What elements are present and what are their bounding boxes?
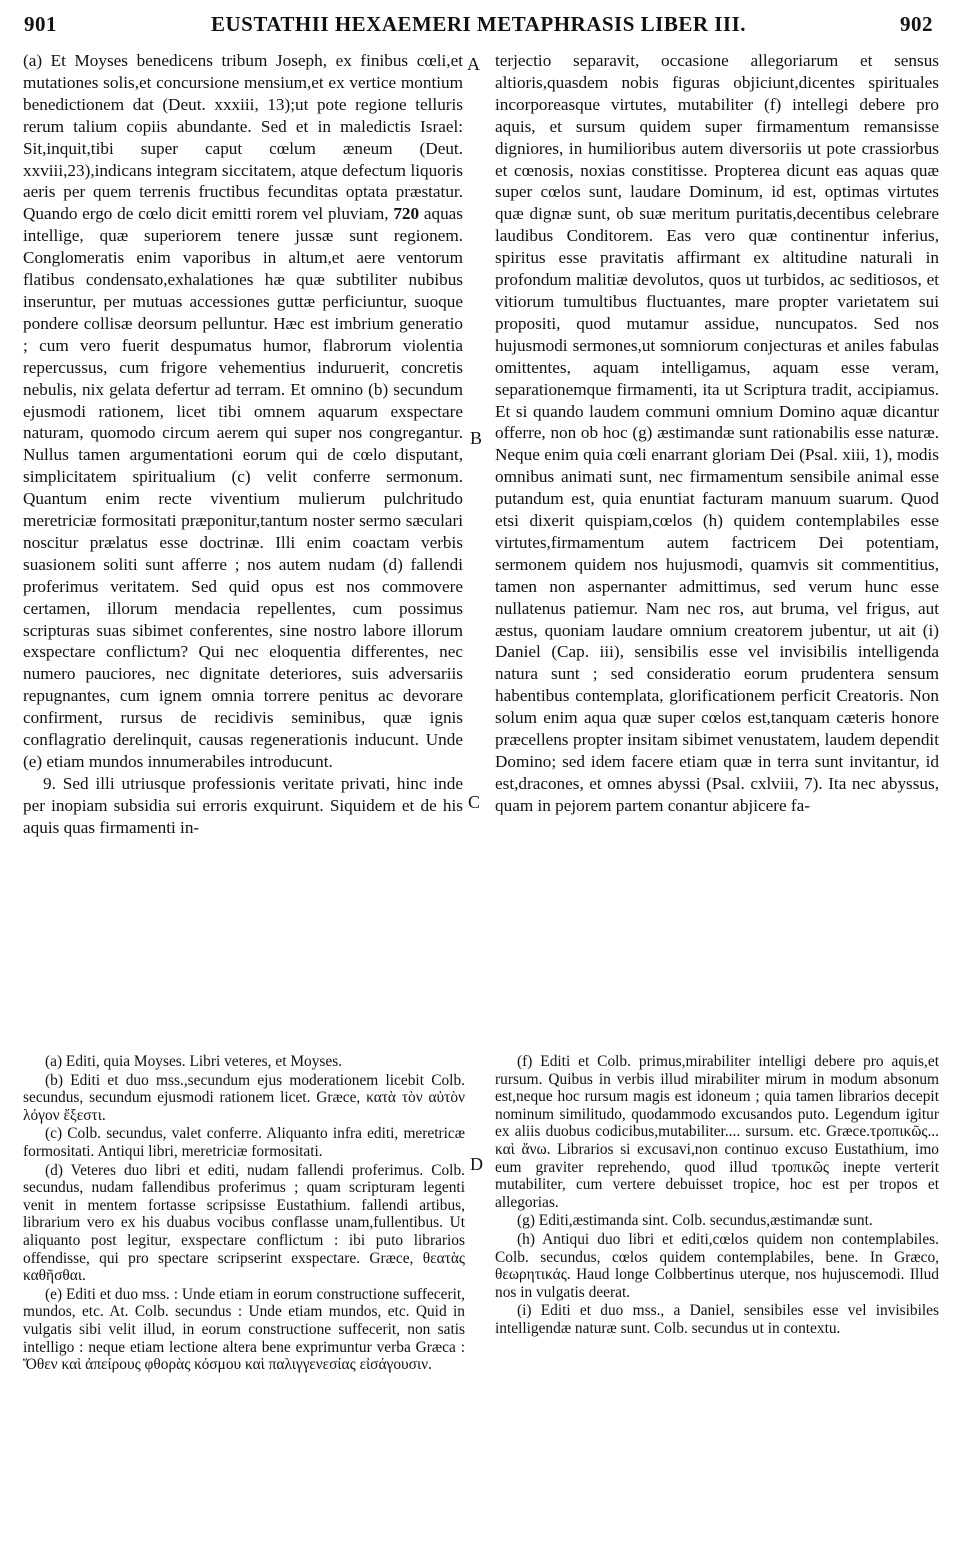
- page-header: [24, 12, 933, 44]
- left-paragraph-2: 9. Sed illi utriusque professionis veritate privati, hinc inde per inopiam subsidia sui erroris exquirunt. Siquidem et de his aquis quas firmamenti in-: [23, 773, 463, 837]
- footnotes-right: [495, 1053, 939, 1339]
- left-column: [23, 50, 463, 839]
- left-paragraph-1-text: (a) Et Moyses benedicens tribum Joseph, ex finibus cœli,et mutationes solis,et concursione mensium,et ex vertice montium benedictionem dat (Deut. xxxiii, 13);ut pote regione telluris rerum talium copiis abundante. Sed et in maledictis Israel: Sit,inquit,tibi super caput cœlum æneum (Deut. xxviii,23),indicans integram siccitatem, atque defectum liquoris aeris per quem terrenis fructibus fecunditas optata præstatur. Quando ergo de cœlo dicit emitti rorem vel pluviam,: [23, 51, 463, 224]
- page-number-right: 902: [900, 12, 933, 36]
- footnotes-left: [23, 1053, 465, 1375]
- footnote-c: (c) Colb. secundus, valet conferre. Aliquanto infra editi, meretricæ formositati. Antiqui libri, meretriciæ formositati.: [23, 1125, 465, 1160]
- margin-letter-b: B: [470, 428, 483, 448]
- footnote-e: (e) Editi et duo mss. : Unde etiam in eorum constructione suffecerit, mundos, etc. At. Colb. secundus : Unde etiam mundos, etc. Quid in vulgatis sibi velit illud, in eorum constructione suffecerit, non satis intelligo : neque etiam lectione altera bene exprimuntur verba Græca : Ὅθεν καὶ ἀπείρους φθορὰς κόσμου καὶ παλιγγενεσίας εἰσάγουσιν.: [23, 1285, 465, 1374]
- left-paragraph-1: [23, 50, 463, 773]
- right-column: [495, 50, 939, 817]
- right-paragraph-1: terjectio separavit, occasione allegoriarum et sensus altioris,quasdem nobis figuras objiciunt,dicentes spirituales incorporeasque virtutes, mutabiliter (f) intellegi debere pro aquis, et sursum quidem super firmamentum remansisse digniores, in humilioribus autem diversoriis ut pote crassiorbus et cœnosis, noxias constitisse. Propterea dicunt eas aquas quæ super cœlos sunt, laudare Dominum, id est, optimas virtutes quæ dignæ sunt, ob suæ meritum puritatis,decentibus celebrare laudibus Conditorem. Eas vero quæ continentur inferius, spiritus esse pravitatis affirmant ex altitudine naturali in profondum malitiæ devolutos, quos ut turbidos, ac seditiosos, et vitiorum tumultibus fluctuantes, mare propter varietatem sui propositi, quod mutamur assidue, nuncupatos. Sed nos hujusmodi sermones,ut somniorum conjecturas et aniles fabulas omittentes, aquam intelligamus, aquam esse veram, separationemque firmamenti, ita ut Scriptura tradit, accipiamus. Et si quando laudem communi omnium Domino aquæ dicantur offerre, non ob hoc (g) æstimandæ sunt rationabilis esse naturæ. Neque enim quia cœli enarrant gloriam Dei (Psal. xiii, 1), modis omnibus animati sunt, nec firmamentum sensibile animal esse putandum est, quia enuntiat facturam manuum suarum. Quod etsi dixerit quispiam,cœlos (h) quidem contemplabiles esse virtutes,firmamentum autem factricem Dei potentiam, sermonem quidem nos hujusmodi, quamvis sit commentitius, tamen non aspernanter admittimus, sed verum hunc esse nullatenus patiemur. Nam nec ros, aut bruma, vel frigus, aut æstus, quoniam laudare omnium creatorem jubentur, ut ait (i) Daniel (Cap. iii), sensibilis esse vel invisibilis intelligenda natura sunt ; sed consideratio eorum prudentera sensum habentibus contemplata, glorificationem perficit Creatoris. Non solum enim aqua quæ super cœlos est,tanquam cæteris honore præcellens propter insitam sibimet venustatem, laudem dependit Domino; sed idem facere etiam quæ in terra sunt invitantur, id est,dracones, et omnes abyssi (Psal. cxlviii, 7). Ita nec abyssus, quam in pejorem partem conantur abjicere fa-: [495, 51, 939, 815]
- left-paragraph-1b-text: aquas intellige, quæ superiorem tenere jussæ sunt regionem. Conglomeratis enim vaporibus in altum,et aere ventorum flatibus condensato,exhalationes hæ quæ subtiliter nubibus inseruntur, per mutuas accessiones guttæ perficiuntur, suoque pondere collisæ deorsum pelluntur. Hæc est imbrium generatio ; cum vero fuerit despumatus humor, flabrorum violentia repercussus, cum frigore vehementius induruerit, concretis nebulis, nix gelata defertur ad terram. Et omnino (b) secundum ejusmodi rationem, licet tibi omnem aquarum exspectare naturam, quomodo circum aerem qui super nos congregantur. Nullus tamen argumentationi eorum qui de cœlo disputant, simplicitatem spiritualium (c) velit conferre sermonum. Quantum enim recte viventium mulierum pulchritudo meretriciæ formositati præponitur,tantum noster sermo sæculari noscitur prælatus esse doctrinæ. Illi enim coactam verbis suasionem soliti sunt afferre ; nos autem nudam (d) fallendi proferimus veritatem. Sed quid opus est nos commovere certamen, illorum mendacia repellentes, cum possimus scripturas suas sibimet conferentes, sine nostro labore illorum exspectare conflictum? Qui nec eloquentia differentes, nec numero pauciores, nec dignitate deteriores, suis adversariis repugnantes, cum ignem omnia torrere penitus ac devorare confirment, rursus de recidivis seminibus, quæ ignis conflagratio derelinquit, causas regenerationis inducunt. Unde (e) etiam mundos innumerabiles introducunt.: [23, 204, 463, 771]
- running-title: EUSTATHII HEXAEMERI METAPHRASIS LIBER III.: [210, 12, 747, 36]
- footnote-b: (b) Editi et duo mss.,secundum ejus moderationem licebit Colb. secundus, secundum ejusmodi rationem licet. Græce, κατὰ τὸν αὐτὸν λόγον ἔξεστι.: [23, 1071, 465, 1124]
- footnote-f: (f) Editi et Colb. primus,mirabiliter intelligi debere pro aquis,et rursum. Quibus in verbis illud mirabiliter mirum in modum absonum est,neque hoc rursum magis est idoneum ; quia tamen librarios decepit nominum similitudo, quodammodo excusandos puto. Legendum igitur ex aliis duobus codicibus,mutabiliter.... sursum. etc. Græce.τροπικῶς... καὶ ἄνω. Librarios si excusavi,non continuo excuso Eustathium, imo eum graviter reprehendo, quod illud τροπικῶς inepte verterit mutabiliter, cum vertere debuisset tropice, hoc est per tropos et allegorias.: [495, 1053, 939, 1211]
- footnote-h: (h) Antiqui duo libri et editi,cœlos quidem non contemplabiles. Colb. secundus, cœlos quidem contemplabiles, bene. In Græco, θεωρητικάς. Haud longe Colbbertinus uterque, nos hujuscemodi. Illud nos in vulgatis deerat.: [495, 1230, 939, 1301]
- column-number: 720: [393, 204, 420, 224]
- margin-letter-c: C: [468, 792, 481, 812]
- page-number-left: 901: [24, 12, 57, 36]
- margin-letter-a: A: [467, 54, 480, 74]
- footnote-i: (i) Editi et duo mss., a Daniel, sensibiles esse vel invisibiles intelligendæ naturæ sunt. Colb. secundus ut in contextu.: [495, 1302, 939, 1337]
- footnote-d: (d) Veteres duo libri et editi, nudam fallendi proferimus. Colb. secundus, nudam fallendibus proferimus ; quam scripturam legenti venit in mentem fortasse scripsisse Eustathium. fallendi artibus, librarium vero ex his duabus vocibus conflasse unam,fullentibus. Ut aliquanto post legitur, exspectare conflictum : ibi puto librarios offendisse, qui pro spectare scripserint exspectare. Græce, θεατὰς καθῆσθαι.: [23, 1161, 465, 1285]
- margin-letter-d: D: [470, 1154, 483, 1174]
- footnote-g: (g) Editi,æstimanda sint. Colb. secundus,æstimandæ sunt.: [517, 1212, 873, 1230]
- footnote-a: (a) Editi, quia Moyses. Libri veteres, et Moyses.: [45, 1053, 343, 1070]
